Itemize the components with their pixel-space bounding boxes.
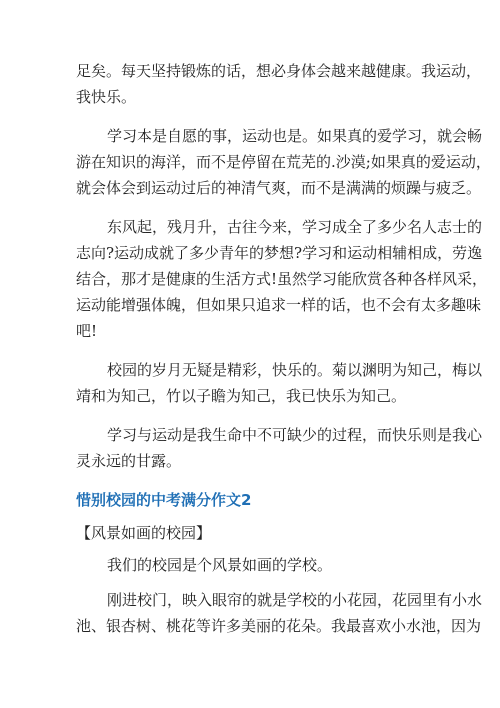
paragraph-line: 刚进校门，映入眼帘的就是学校的小花园，花园里有小水	[107, 591, 483, 609]
paragraph-line: 东风起，残月升，古往今来，学习成全了多少名人志士的	[107, 218, 483, 236]
paragraph-line: 池、银杏树、桃花等许多美丽的花朵。我最喜欢小水池，因为	[76, 617, 482, 635]
paragraph-line: 就会体会到运动过后的神清气爽，而不是满满的烦躁与疲乏。	[76, 179, 482, 197]
paragraph-2	[76, 123, 491, 201]
paragraph-line: 校园的岁月无疑是精彩，快乐的。菊以渊明为知己，梅以	[107, 361, 483, 379]
paragraph-1	[76, 58, 482, 110]
paragraph-4	[76, 357, 483, 409]
paragraph-7	[76, 587, 483, 639]
paragraph-3	[76, 214, 488, 344]
paragraph-line: 我快乐。	[76, 88, 137, 106]
section-heading-text: 惜别校园的中考满分作文2	[76, 491, 252, 509]
paragraph-line: 学习本是自愿的事，运动也是。如果真的爱学习，就会畅	[107, 127, 483, 145]
paragraph-line: 足矣。每天坚持锻炼的话，想必身体会越来越健康。我运动，	[76, 62, 482, 80]
paragraph-line: 吧!	[76, 322, 98, 340]
paragraph-line: 志向?运动成就了多少青年的梦想?学习和运动相辅相成，劳逸	[76, 244, 483, 262]
paragraph-6	[76, 552, 424, 578]
section-heading	[76, 487, 424, 513]
section-subtitle	[76, 520, 424, 546]
paragraph-5	[76, 422, 483, 474]
paragraph-line: 我们的校园是个风景如画的学校。	[107, 556, 333, 574]
paragraph-line: 靖和为知己，竹以子瞻为知己，我已快乐为知己。	[76, 387, 407, 405]
section-subtitle-text: 【风景如画的校园】	[76, 524, 212, 542]
paragraph-line: 运动能增强体魄，但如果只追求一样的话，也不会有太多趣味	[76, 296, 482, 314]
paragraph-line: 学习与运动是我生命中不可缺少的过程，而快乐则是我心	[107, 426, 483, 444]
paragraph-line: 游在知识的海洋，而不是停留在荒芜的.沙漠;如果真的爱运动，	[76, 153, 491, 171]
paragraph-line: 灵永远的甘露。	[76, 452, 182, 470]
paragraph-line: 结合，那才是健康的生活方式!虽然学习能欣赏各种各样风采，	[76, 270, 488, 288]
